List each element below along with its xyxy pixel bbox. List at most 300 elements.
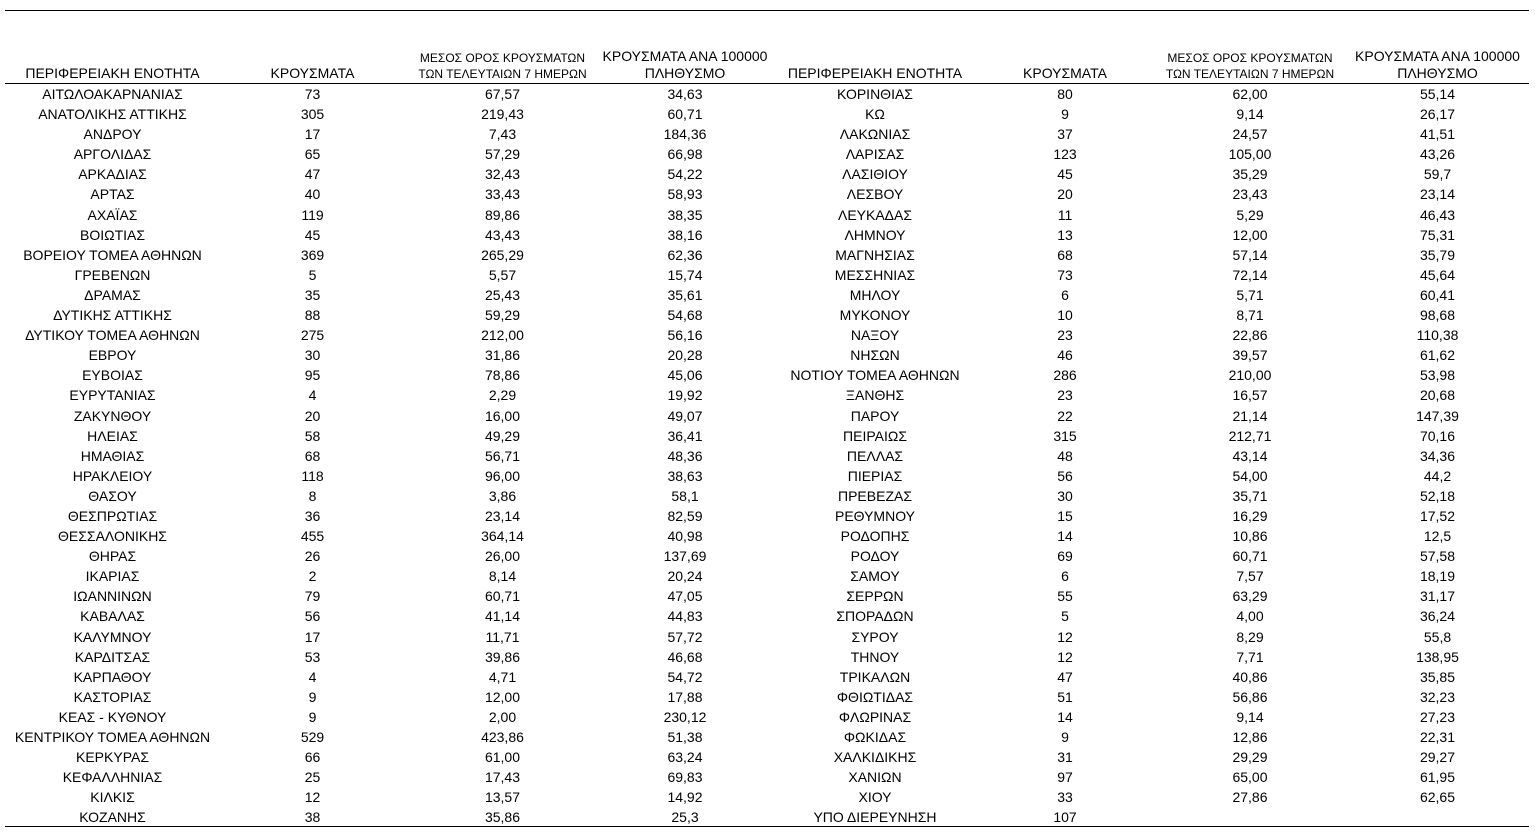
avg7d-right: 24,57 xyxy=(1232,126,1268,143)
cases-right: 33 xyxy=(1057,789,1073,806)
top-border-line xyxy=(5,10,1529,11)
table-row xyxy=(0,727,1535,747)
per100k-right: 29,27 xyxy=(1419,749,1456,766)
table-row xyxy=(0,144,1535,164)
cases-left: 65 xyxy=(304,146,321,163)
region-name-right: ΚΟΡΙΝΘΙΑΣ xyxy=(837,86,913,102)
region-name-right: ΜΑΓΝΗΣΙΑΣ xyxy=(835,246,915,263)
avg7d-right: 65,00 xyxy=(1232,769,1268,786)
table-row xyxy=(0,627,1535,647)
region-name-left: ΒΟΡΕΙΟΥ ΤΟΜΕΑ ΑΘΗΝΩΝ xyxy=(23,246,202,263)
cases-right: 15 xyxy=(1057,507,1073,524)
header-cases-right: ΚΡΟΥΣΜΑΤΑ xyxy=(1023,65,1107,82)
cases-right: 20 xyxy=(1057,186,1073,203)
avg7d-left: 25,43 xyxy=(484,286,521,303)
cases-right: 56 xyxy=(1057,467,1073,484)
avg7d-left: 11,71 xyxy=(485,628,520,645)
region-name-left: ΑΡΤΑΣ xyxy=(90,186,135,203)
avg7d-left: 60,71 xyxy=(484,588,521,605)
avg7d-right: 7,71 xyxy=(1236,648,1264,665)
cases-left: 53 xyxy=(304,648,321,665)
cases-left: 36 xyxy=(304,507,321,524)
cases-right: 51 xyxy=(1057,688,1073,705)
table-row xyxy=(0,164,1535,184)
cases-right: 23 xyxy=(1057,387,1073,404)
header-avg7d-left xyxy=(405,50,600,82)
avg7d-right: 4,00 xyxy=(1236,608,1264,625)
region-name-left: ΖΑΚΥΝΘΟΥ xyxy=(73,407,152,424)
region-name-left: ΑΧΑΪΑΣ xyxy=(87,206,138,223)
cases-right: 286 xyxy=(1053,367,1077,384)
region-name-left: ΚΑΣΤΟΡΙΑΣ xyxy=(73,688,152,705)
cases-left: 68 xyxy=(304,447,321,464)
cases-left: 35 xyxy=(304,286,321,303)
avg7d-left: 423,86 xyxy=(481,729,524,745)
cases-left: 9 xyxy=(308,688,317,705)
per100k-left: 40,98 xyxy=(667,528,703,545)
region-name-left: ΚΑΡΔΙΤΣΑΣ xyxy=(74,648,151,665)
table-row xyxy=(0,385,1535,405)
table-row xyxy=(0,606,1535,626)
avg7d-right: 54,00 xyxy=(1232,467,1268,484)
cases-right: 31 xyxy=(1057,749,1073,766)
header-avg7d-right xyxy=(1150,50,1350,82)
per100k-left: 45,06 xyxy=(667,367,703,384)
region-name-right: ΦΩΚΙΔΑΣ xyxy=(843,729,907,745)
region-name-left: ΘΗΡΑΣ xyxy=(88,548,137,565)
region-name-left: ΙΚΑΡΙΑΣ xyxy=(85,568,140,585)
region-name-left: ΑΙΤΩΛΟΑΚΑΡΝΑΝΙΑΣ xyxy=(42,86,183,102)
avg7d-left: 23,14 xyxy=(484,507,521,524)
cases-right: 6 xyxy=(1061,286,1069,303)
per100k-left: 58,1 xyxy=(671,487,699,504)
table-row xyxy=(0,124,1535,144)
region-name-right: ΛΑΡΙΣΑΣ xyxy=(845,146,905,163)
avg7d-right: 9,14 xyxy=(1236,708,1264,725)
region-name-right: ΦΛΩΡΙΝΑΣ xyxy=(838,708,912,725)
region-name-right: ΧΑΛΚΙΔΙΚΗΣ xyxy=(833,749,917,766)
cases-left: 12 xyxy=(304,789,321,806)
cases-right: 68 xyxy=(1057,246,1073,263)
avg7d-left: 364,14 xyxy=(481,528,524,545)
per100k-right: 46,43 xyxy=(1419,206,1456,223)
cases-left: 17 xyxy=(304,628,321,645)
per100k-left: 36,41 xyxy=(667,427,703,444)
header-per100k-left-line2: ΠΛΗΘΥΣΜΟ xyxy=(644,65,726,82)
avg7d-right: 5,29 xyxy=(1236,206,1264,223)
cases-left: 119 xyxy=(301,206,324,223)
avg7d-right: 21,14 xyxy=(1232,407,1268,424)
avg7d-right: 56,86 xyxy=(1232,688,1268,705)
avg7d-left: 7,43 xyxy=(488,126,517,143)
table-row xyxy=(0,767,1535,787)
cases-right: 123 xyxy=(1053,146,1077,163)
per100k-right: 23,14 xyxy=(1419,186,1456,203)
table-row xyxy=(0,345,1535,365)
table-row xyxy=(0,747,1535,767)
per100k-left: 57,72 xyxy=(667,628,703,645)
per100k-right: 27,23 xyxy=(1419,708,1456,725)
cases-right: 9 xyxy=(1061,729,1069,745)
region-name-left: ΗΡΑΚΛΕΙΟΥ xyxy=(72,467,153,484)
avg7d-left: 212,00 xyxy=(481,327,524,344)
region-name-left: ΑΡΓΟΛΙΔΑΣ xyxy=(73,146,152,163)
region-name-left: ΕΒΡΟΥ xyxy=(88,347,137,364)
table-row xyxy=(0,446,1535,466)
per100k-left: 15,74 xyxy=(667,266,703,283)
per100k-left: 14,92 xyxy=(667,789,703,806)
avg7d-right: 12,86 xyxy=(1232,729,1268,745)
region-name-left: ΚΑΡΠΑΘΟΥ xyxy=(73,668,152,685)
per100k-right: 62,65 xyxy=(1419,789,1456,806)
cases-right: 47 xyxy=(1057,668,1073,685)
avg7d-left: 35,86 xyxy=(484,809,521,826)
avg7d-right: 210,00 xyxy=(1228,367,1272,384)
avg7d-right: 5,71 xyxy=(1236,286,1264,303)
region-name-right: ΛΑΚΩΝΙΑΣ xyxy=(839,126,911,143)
cases-right: 45 xyxy=(1057,166,1073,183)
per100k-left: 54,68 xyxy=(667,307,703,324)
cases-left: 305 xyxy=(300,106,325,123)
table-row xyxy=(0,506,1535,526)
header-avg7d-left-line2: ΤΩΝ ΤΕΛΕΥΤΑΙΩΝ 7 ΗΜΕΡΩΝ xyxy=(418,66,587,81)
per100k-left: 66,98 xyxy=(667,146,703,163)
avg7d-right: 16,29 xyxy=(1232,507,1268,524)
region-name-right: ΠΕΙΡΑΙΩΣ xyxy=(843,427,907,444)
avg7d-right: 62,00 xyxy=(1232,86,1268,102)
region-name-left: ΚΕΦΑΛΛΗΝΙΑΣ xyxy=(62,769,163,786)
cases-right: 69 xyxy=(1057,548,1073,565)
per100k-right: 34,36 xyxy=(1419,447,1456,464)
avg7d-left: 13,57 xyxy=(484,789,521,806)
cases-left: 20 xyxy=(304,407,321,424)
header-per100k-right-line2: ΠΛΗΘΥΣΜΟ xyxy=(1397,65,1478,82)
per100k-left: 20,28 xyxy=(667,347,703,364)
per100k-right: 110,38 xyxy=(1416,327,1459,344)
cases-left: 40 xyxy=(304,186,321,203)
per100k-left: 56,16 xyxy=(667,327,703,344)
avg7d-left: 3,86 xyxy=(488,487,517,504)
cases-left: 56 xyxy=(304,608,321,625)
region-name-right: ΣΕΡΡΩΝ xyxy=(846,588,904,605)
avg7d-left: 67,57 xyxy=(484,86,521,102)
bottom-border-line xyxy=(5,826,1529,827)
per100k-right: 41,51 xyxy=(1419,126,1456,143)
header-per100k-right xyxy=(1350,48,1525,82)
avg7d-right: 105,00 xyxy=(1228,146,1272,163)
region-name-left: ΚΟΖΑΝΗΣ xyxy=(79,809,146,826)
cases-right: 14 xyxy=(1057,708,1073,725)
avg7d-right: 12,00 xyxy=(1232,226,1268,243)
cases-right: 46 xyxy=(1057,347,1073,364)
per100k-left: 62,36 xyxy=(667,246,703,263)
per100k-left: 46,68 xyxy=(667,648,703,665)
avg7d-right: 27,86 xyxy=(1232,789,1268,806)
avg7d-left: 4,71 xyxy=(488,668,517,685)
cases-right: 80 xyxy=(1057,86,1073,102)
cases-left: 66 xyxy=(304,749,321,766)
region-name-left: ΘΑΣΟΥ xyxy=(88,487,137,504)
region-name-right: ΤΡΙΚΑΛΩΝ xyxy=(839,668,911,685)
region-name-left: ΔΥΤΙΚΗΣ ΑΤΤΙΚΗΣ xyxy=(53,307,172,324)
region-name-left: ΒΟΙΩΤΙΑΣ xyxy=(79,226,146,243)
per100k-right: 70,16 xyxy=(1419,427,1456,444)
cases-right: 10 xyxy=(1057,307,1073,324)
avg7d-left: 78,86 xyxy=(484,367,521,384)
per100k-left: 20,24 xyxy=(667,568,703,585)
per100k-right: 57,58 xyxy=(1419,548,1456,565)
region-name-left: ΘΕΣΣΑΛΟΝΙΚΗΣ xyxy=(58,528,167,545)
cases-right: 37 xyxy=(1057,126,1073,143)
per100k-right: 43,26 xyxy=(1419,146,1456,163)
per100k-right: 60,41 xyxy=(1419,286,1456,303)
avg7d-left: 32,43 xyxy=(484,166,521,183)
avg7d-left: 43,43 xyxy=(484,226,521,243)
cases-right: 73 xyxy=(1057,266,1073,283)
cases-left: 455 xyxy=(300,528,325,545)
per100k-right: 20,68 xyxy=(1419,387,1456,404)
cases-right: 9 xyxy=(1061,106,1069,123)
avg7d-right: 16,57 xyxy=(1232,387,1268,404)
cases-left: 118 xyxy=(301,467,324,484)
region-name-left: ΔΥΤΙΚΟΥ ΤΟΜΕΑ ΑΘΗΝΩΝ xyxy=(25,327,200,344)
cases-left: 4 xyxy=(308,668,317,685)
per100k-left: 25,3 xyxy=(671,809,699,826)
per100k-left: 230,12 xyxy=(663,708,707,725)
table-row xyxy=(0,707,1535,727)
cases-left: 88 xyxy=(304,307,321,324)
per100k-left: 48,36 xyxy=(667,447,703,464)
cases-right: 48 xyxy=(1057,447,1073,464)
cases-right: 55 xyxy=(1057,588,1073,605)
avg7d-right: 40,86 xyxy=(1232,668,1268,685)
per100k-right: 18,19 xyxy=(1419,568,1456,585)
avg7d-left: 61,00 xyxy=(484,749,521,766)
region-name-right: ΡΟΔΟΥ xyxy=(850,548,900,565)
cases-right: 5 xyxy=(1061,608,1069,625)
table-row xyxy=(0,325,1535,345)
table-row xyxy=(0,426,1535,446)
cases-right: 30 xyxy=(1057,487,1073,504)
region-name-right: ΛΑΣΙΘΙΟΥ xyxy=(842,166,908,183)
table-row xyxy=(0,265,1535,285)
region-name-right: ΜΗΛΟΥ xyxy=(849,286,901,303)
cases-right: 107 xyxy=(1053,809,1077,826)
region-name-right: ΝΑΞΟΥ xyxy=(850,327,900,344)
region-name-left: ΑΡΚΑΔΙΑΣ xyxy=(78,166,147,183)
region-name-right: ΥΠΟ ΔΙΕΡΕΥΝΗΣΗ xyxy=(813,809,937,826)
region-name-left: ΕΥΒΟΙΑΣ xyxy=(82,367,143,384)
region-name-right: ΣΥΡΟΥ xyxy=(851,628,899,645)
cases-left: 26 xyxy=(304,548,321,565)
table-row xyxy=(0,225,1535,245)
cases-right: 315 xyxy=(1053,427,1077,444)
region-name-left: ΗΜΑΘΙΑΣ xyxy=(80,447,145,464)
avg7d-right: 39,57 xyxy=(1232,347,1268,364)
region-name-left: ΚΑΛΥΜΝΟΥ xyxy=(73,628,152,645)
per100k-right: 55,14 xyxy=(1419,86,1456,102)
region-name-right: ΣΠΟΡΑΔΩΝ xyxy=(836,608,914,625)
header-avg7d-right-line2: ΤΩΝ ΤΕΛΕΥΤΑΙΩΝ 7 ΗΜΕΡΩΝ xyxy=(1165,66,1335,81)
table-row xyxy=(0,365,1535,385)
region-name-right: ΦΘΙΩΤΙΔΑΣ xyxy=(836,688,914,705)
avg7d-left: 8,14 xyxy=(488,568,517,585)
avg7d-left: 26,00 xyxy=(484,548,521,565)
region-name-right: ΛΕΣΒΟΥ xyxy=(846,186,904,203)
avg7d-right: 35,29 xyxy=(1232,166,1268,183)
region-name-left: ΚΕΡΚΥΡΑΣ xyxy=(76,749,149,766)
per100k-right: 61,95 xyxy=(1419,769,1456,786)
region-name-right: ΧΙΟΥ xyxy=(858,789,892,806)
per100k-right: 44,2 xyxy=(1423,467,1452,484)
per100k-right: 55,8 xyxy=(1423,628,1452,645)
avg7d-right: 72,14 xyxy=(1232,266,1268,283)
avg7d-right: 29,29 xyxy=(1232,749,1268,766)
region-name-left: ΘΕΣΠΡΩΤΙΑΣ xyxy=(67,507,158,524)
region-name-left: ΚΕΝΤΡΙΚΟΥ ΤΟΜΕΑ ΑΘΗΝΩΝ xyxy=(14,729,211,745)
avg7d-left: 5,57 xyxy=(488,266,517,283)
per100k-left: 184,36 xyxy=(663,126,707,143)
region-name-right: ΝΟΤΙΟΥ ΤΟΜΕΑ ΑΘΗΝΩΝ xyxy=(790,367,960,384)
cases-left: 5 xyxy=(308,266,317,283)
per100k-left: 38,16 xyxy=(667,226,703,243)
avg7d-right: 212,71 xyxy=(1228,427,1272,444)
avg7d-right: 35,71 xyxy=(1232,487,1268,504)
table-row xyxy=(0,526,1535,546)
per100k-left: 60,71 xyxy=(667,106,703,123)
per100k-right: 31,17 xyxy=(1419,588,1456,605)
region-name-right: ΠΙΕΡΙΑΣ xyxy=(847,467,903,484)
region-name-left: ΓΡΕΒΕΝΩΝ xyxy=(74,266,151,283)
header-avg7d-left-line1: ΜΕΣΟΣ ΟΡΟΣ ΚΡΟΥΣΜΑΤΩΝ xyxy=(419,50,586,65)
table-row xyxy=(0,687,1535,707)
per100k-right: 53,98 xyxy=(1419,367,1456,384)
region-name-right: ΛΗΜΝΟΥ xyxy=(844,226,906,243)
region-name-left: ΔΡΑΜΑΣ xyxy=(84,286,141,303)
region-name-right: ΚΩ xyxy=(865,106,885,123)
table-row xyxy=(0,104,1535,124)
avg7d-left: 2,00 xyxy=(488,708,517,725)
cases-left: 79 xyxy=(304,588,321,605)
per100k-right: 61,62 xyxy=(1419,347,1456,364)
header-region-right: ΠΕΡΙΦΕΡΕΙΑΚΗ ΕΝΟΤΗΤΑ xyxy=(787,65,963,82)
table-row xyxy=(0,245,1535,265)
avg7d-right: 9,14 xyxy=(1236,106,1264,123)
avg7d-left: 49,29 xyxy=(484,427,521,444)
per100k-left: 54,22 xyxy=(667,166,703,183)
per100k-left: 38,63 xyxy=(667,467,703,484)
region-name-right: ΞΑΝΘΗΣ xyxy=(845,387,905,404)
header-per100k-left xyxy=(600,48,770,82)
avg7d-left: 89,86 xyxy=(484,206,521,223)
cases-left: 8 xyxy=(308,487,317,504)
avg7d-left: 57,29 xyxy=(484,146,521,163)
cases-right: 23 xyxy=(1057,327,1073,344)
table-row xyxy=(0,205,1535,225)
per100k-right: 75,31 xyxy=(1419,226,1456,243)
cases-left: 17 xyxy=(304,126,321,143)
region-name-right: ΜΥΚΟΝΟΥ xyxy=(839,307,911,324)
region-name-right: ΡΟΔΟΠΗΣ xyxy=(840,528,910,545)
cases-left: 58 xyxy=(304,427,321,444)
header-cases-left: ΚΡΟΥΣΜΑΤΑ xyxy=(270,65,355,82)
per100k-left: 49,07 xyxy=(667,407,703,424)
region-name-left: ΚΕΑΣ - ΚΥΘΝΟΥ xyxy=(58,708,167,725)
per100k-right: 52,18 xyxy=(1419,487,1456,504)
header-per100k-right-line1: ΚΡΟΥΣΜΑΤΑ ΑΝΑ 100000 xyxy=(1355,48,1520,65)
header-per100k-left-line1: ΚΡΟΥΣΜΑΤΑ ΑΝΑ 100000 xyxy=(602,48,768,65)
cases-left: 47 xyxy=(304,166,321,183)
avg7d-left: 39,86 xyxy=(484,648,521,665)
region-name-left: ΗΛΕΙΑΣ xyxy=(87,427,138,444)
region-name-left: ΑΝΔΡΟΥ xyxy=(83,126,142,143)
avg7d-left: 31,86 xyxy=(484,347,521,364)
cases-right: 97 xyxy=(1057,769,1073,786)
table-row xyxy=(0,285,1535,305)
per100k-left: 69,83 xyxy=(667,769,703,786)
avg7d-right: 43,14 xyxy=(1232,447,1268,464)
avg7d-left: 265,29 xyxy=(481,246,524,263)
cases-right: 6 xyxy=(1061,568,1069,585)
per100k-right: 17,52 xyxy=(1419,507,1456,524)
region-name-right: ΜΕΣΣΗΝΙΑΣ xyxy=(834,266,916,283)
per100k-left: 137,69 xyxy=(663,548,707,565)
per100k-left: 34,63 xyxy=(667,86,703,102)
table-row xyxy=(0,586,1535,606)
avg7d-left: 16,00 xyxy=(484,407,521,424)
cases-left: 30 xyxy=(304,347,321,364)
region-name-right: ΧΑΝΙΩΝ xyxy=(848,769,902,786)
table-row xyxy=(0,466,1535,486)
per100k-left: 19,92 xyxy=(667,387,703,404)
avg7d-right: 8,29 xyxy=(1236,628,1264,645)
region-name-right: ΝΗΣΩΝ xyxy=(850,347,900,364)
region-name-left: ΚΙΛΚΙΣ xyxy=(90,789,135,806)
avg7d-right: 7,57 xyxy=(1236,568,1264,585)
avg7d-left: 59,29 xyxy=(484,307,521,324)
avg7d-left: 17,43 xyxy=(484,769,521,786)
region-name-right: ΤΗΝΟΥ xyxy=(850,648,900,665)
table-row xyxy=(0,406,1535,426)
cases-left: 529 xyxy=(300,729,325,745)
per100k-right: 138,95 xyxy=(1416,648,1459,665)
avg7d-right: 63,29 xyxy=(1232,588,1268,605)
table-header xyxy=(0,44,1535,82)
per100k-right: 32,23 xyxy=(1419,688,1456,705)
per100k-left: 47,05 xyxy=(667,588,703,605)
per100k-right: 35,85 xyxy=(1419,668,1456,685)
avg7d-left: 219,43 xyxy=(481,106,524,123)
cases-left: 4 xyxy=(308,387,317,404)
per100k-left: 38,35 xyxy=(667,206,703,223)
per100k-left: 35,61 xyxy=(667,286,703,303)
cases-left: 275 xyxy=(300,327,325,344)
avg7d-left: 12,00 xyxy=(484,688,521,705)
per100k-right: 22,31 xyxy=(1419,729,1456,745)
table-row xyxy=(0,647,1535,667)
per100k-left: 17,88 xyxy=(667,688,703,705)
per100k-left: 51,38 xyxy=(667,729,703,745)
table-body xyxy=(0,84,1535,827)
per100k-right: 98,68 xyxy=(1419,307,1456,324)
cases-left: 25 xyxy=(304,769,321,786)
per100k-left: 58,93 xyxy=(667,186,703,203)
header-avg7d-right-line1: ΜΕΣΟΣ ΟΡΟΣ ΚΡΟΥΣΜΑΤΩΝ xyxy=(1167,50,1333,65)
cases-left: 9 xyxy=(308,708,317,725)
cases-right: 12 xyxy=(1057,648,1073,665)
table-row xyxy=(0,305,1535,325)
avg7d-left: 96,00 xyxy=(484,467,521,484)
